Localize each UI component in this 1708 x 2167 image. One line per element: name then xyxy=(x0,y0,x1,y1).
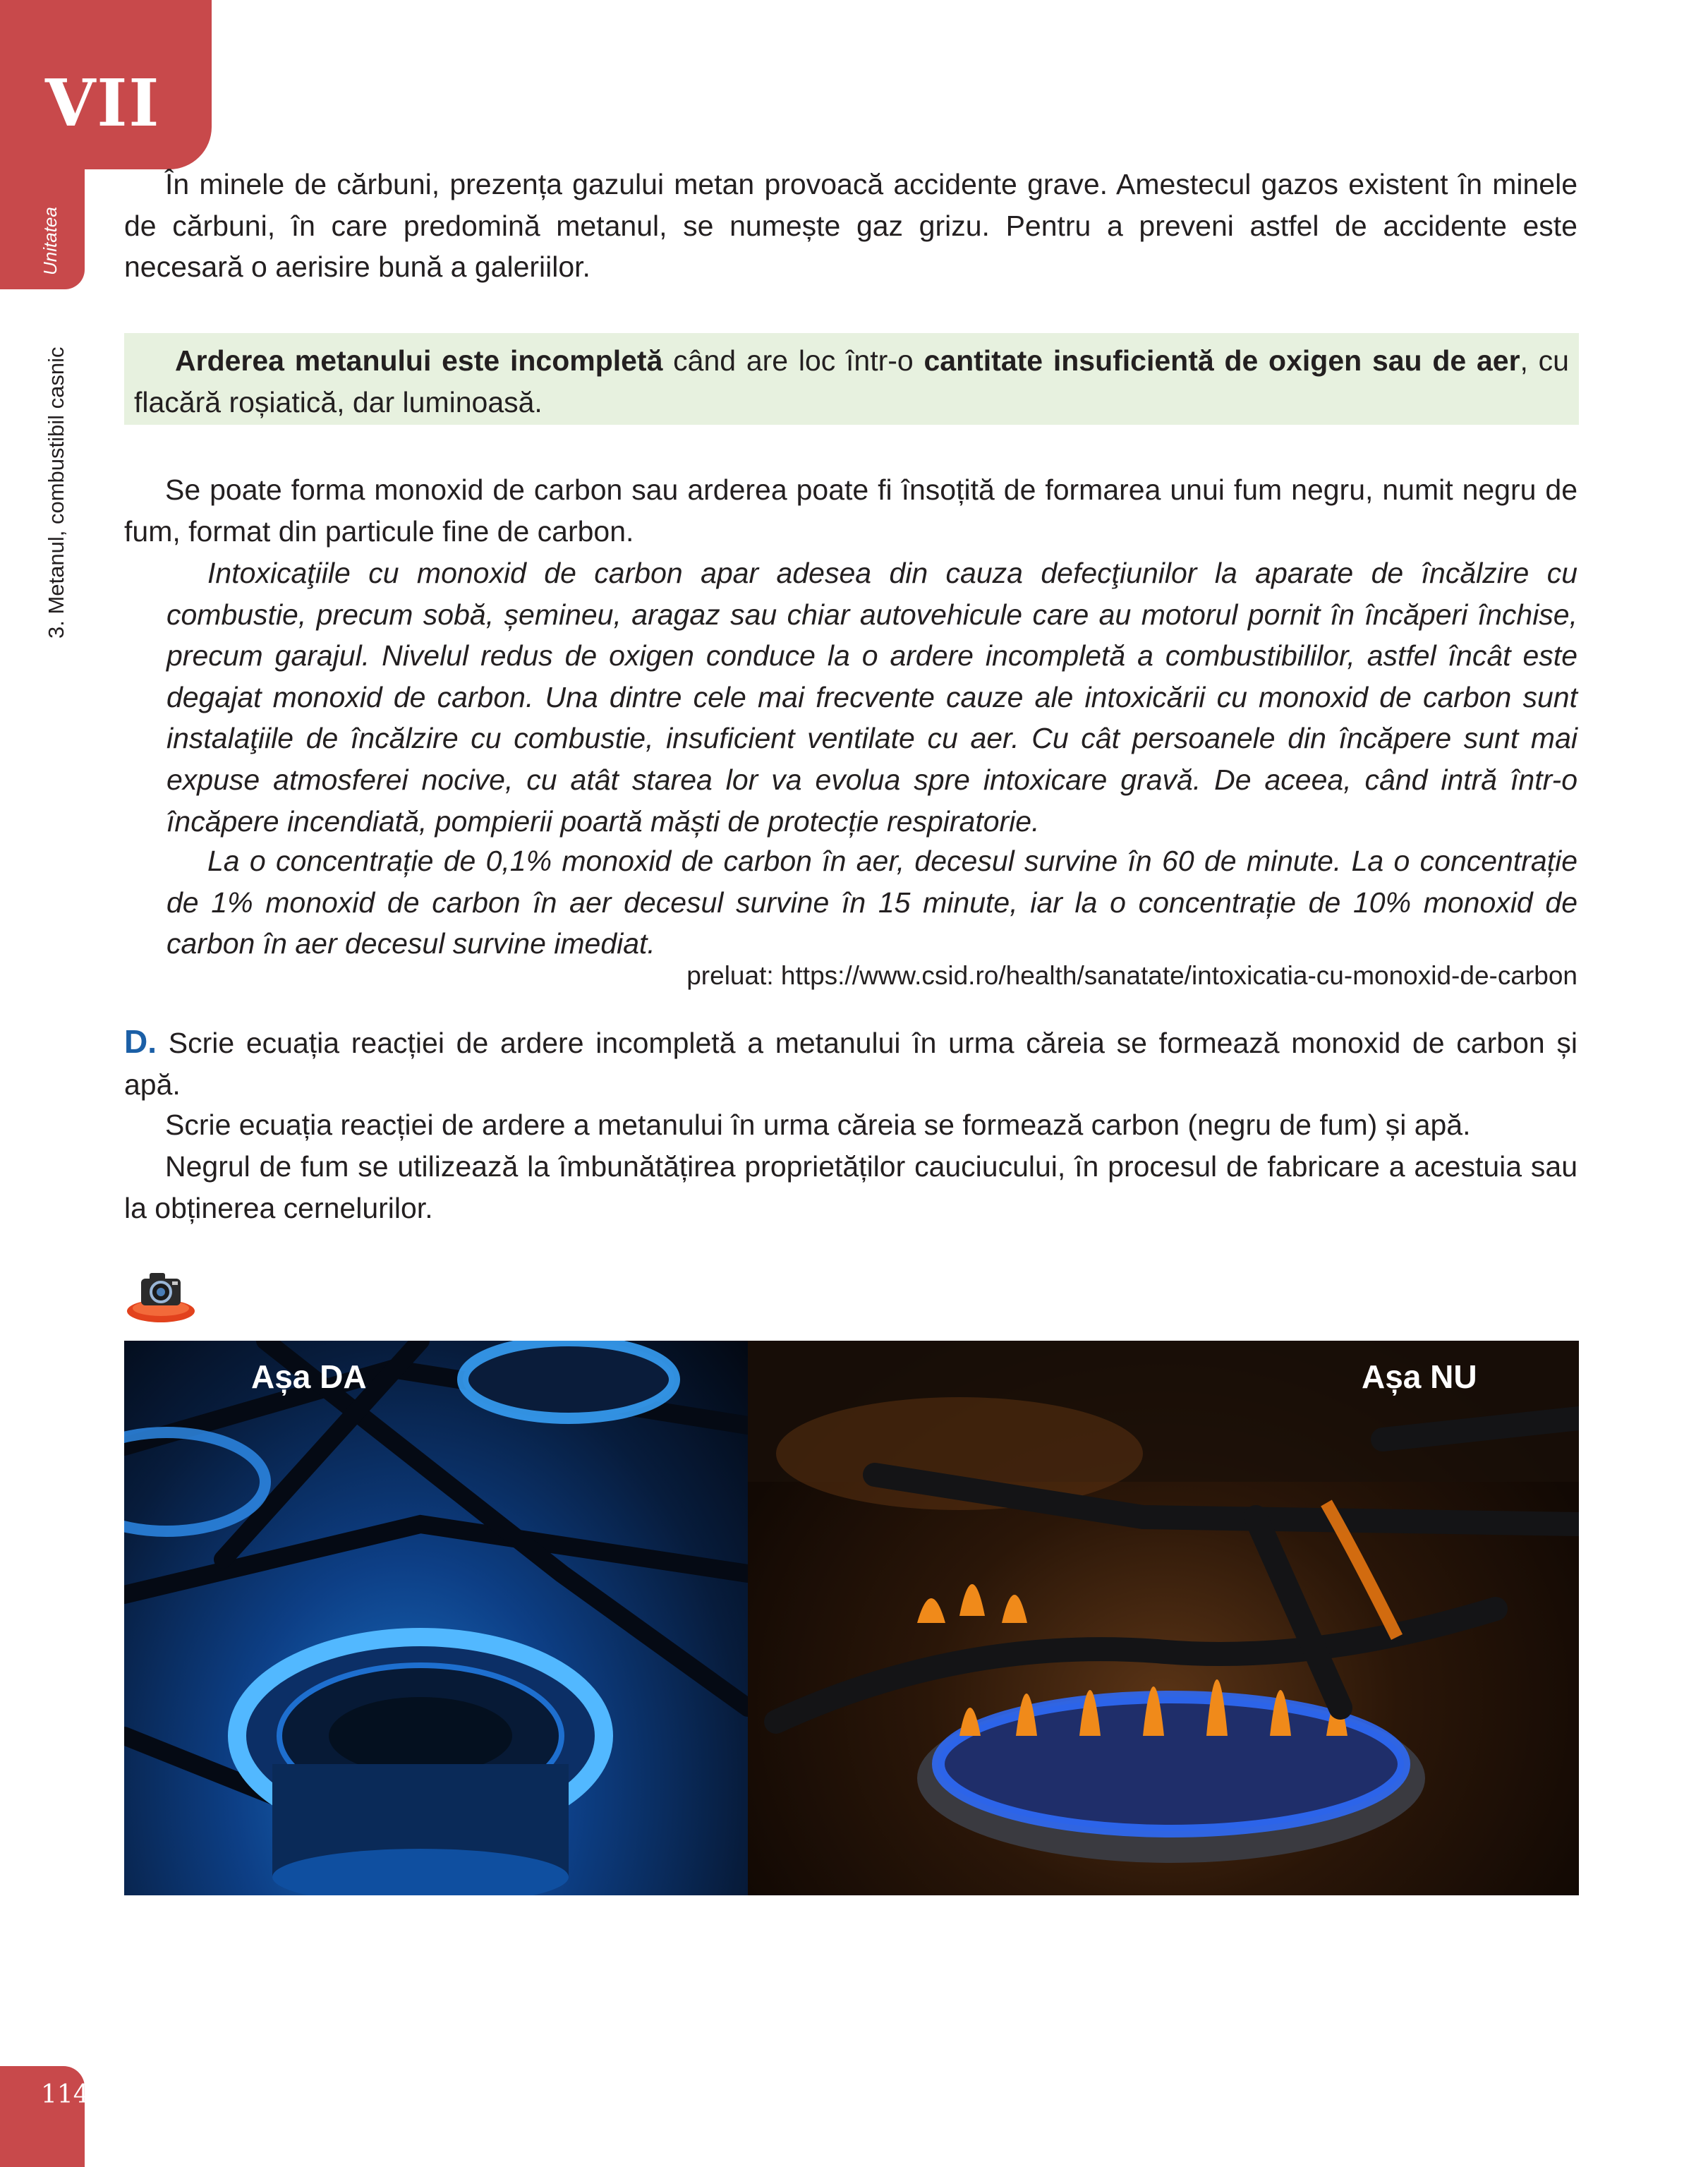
label-incorrect: Așa NU xyxy=(1362,1358,1477,1395)
paragraph-grizu: În minele de cărbuni, prezența gazului metan provoacă accidente grave. Amestecul gazos existent în minele de cărbuni, în care predomină metanul, se numește gaz grizu. Pentru a preveni astfel de accidente este necesară o aerisire bună a galeriilor. xyxy=(124,168,1577,284)
definition-text-2: , cu flacără roșiatică, dar luminoasă. xyxy=(134,344,1569,418)
exercise-d-text-3: Negrul de fum se utilizează la îmbunătățirea proprietăților cauciucului, în procesul de fabricare a acestuia sau la obținerea cernelurilor. xyxy=(124,1150,1577,1224)
definition-bold-1: Arderea metanului este incompletă xyxy=(175,344,663,377)
unit-label: Unitatea xyxy=(40,207,61,275)
chapter-title: 3. Metanul, combustibil casnic xyxy=(44,346,68,639)
photo-correct-burner xyxy=(124,1341,748,1895)
source-citation: preluat: https://www.csid.ro/health/sanatate/intoxicatia-cu-monoxid-de-carbon xyxy=(686,961,1577,990)
unit-number: VII xyxy=(45,65,161,141)
exercise-d-text-1: Scrie ecuația reacției de ardere incompletă a metanului în urma căreia se formează monoxid de carbon și apă. xyxy=(124,1027,1577,1101)
camera-icon xyxy=(124,1263,202,1327)
definition-bold-2: cantitate insuficientă de oxigen sau de aer xyxy=(923,344,1520,377)
definition-text xyxy=(124,333,1579,423)
quote-concentration: La o concentrație de 0,1% monoxid de carbon în aer, decesul survine în 60 de minute. La o concentrație de 1% monoxid de carbon în aer decesul survine în 15 minute, iar la o concentrație de 10% monoxid de carbon în aer decesul survine imediat. xyxy=(166,845,1577,960)
page-number: 114 xyxy=(41,2080,90,2109)
paragraph-soot: Se poate forma monoxid de carbon sau arderea poate fi însoțită de formarea unui fum negru, numit negru de fum, format din particule fine de carbon. xyxy=(124,473,1577,548)
exercise-d-text-2: Scrie ecuația reacției de ardere a metanului în urma căreia se formează carbon (negru de fum) și apă. xyxy=(165,1109,1471,1141)
exercise-letter: D. xyxy=(124,1023,157,1060)
photo-incorrect-burner xyxy=(748,1341,1579,1895)
definition-text-1: când are loc într-o xyxy=(662,344,924,377)
quote-intoxication: Intoxicaţiile cu monoxid de carbon apar adesea din cauza defecţiunilor la aparate de încălzire cu combustie, precum sobă, șemineu, aragaz sau chiar autovehicule care au motorul pornit în încăperi închise, precum garajul. Nivelul redus de oxigen conduce la o ardere incompletă a combustibililor, astfel încât este degajat monoxid de carbon. Una dintre cele mai frecvente cauze ale intoxicării cu monoxid de carbon sunt instalaţiile de încălzire cu combustie, insuficient ventilate cu aer. Cu cât persoanele din încăpere sunt mai expuse atmosferei nocive, cu atât starea lor va evolua spre intoxicare gravă. De aceea, când intră într-o încăpere incendiată, pompierii poartă măști de protecție respiratorie. xyxy=(166,557,1577,838)
exercise-d xyxy=(124,1021,1577,1105)
definition-box xyxy=(124,333,1579,425)
label-correct: Așa DA xyxy=(251,1358,367,1395)
